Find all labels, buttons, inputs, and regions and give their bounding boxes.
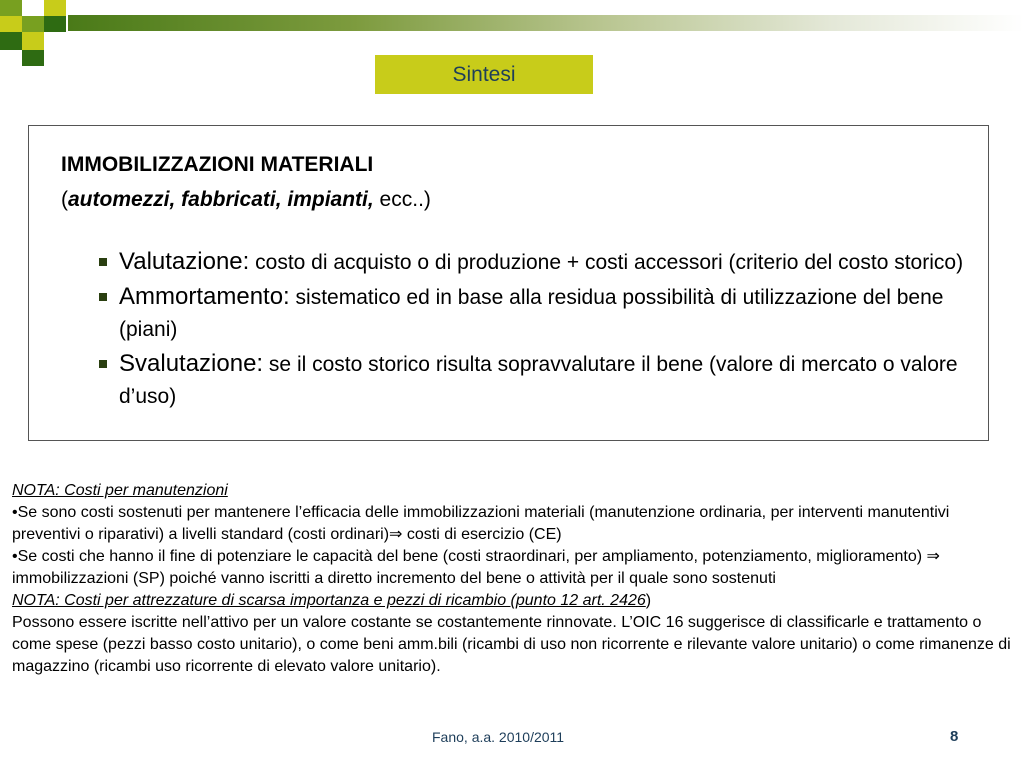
note-heading-line — [12, 590, 1012, 612]
note-paragraph: •Se costi che hanno il fine di potenziare le capacità del bene (costi straordinari, per ampliamento, potenziamento, miglioramento) ⇒ immobilizzazioni (SP) poiché vanno iscritti a diretto incremento del bene o attività per il quale sono sostenuti — [12, 548, 940, 587]
footer-text: Fano, a.a. 2010/2011 — [432, 729, 565, 745]
bullet-list — [99, 246, 989, 415]
deco-square — [0, 0, 22, 16]
deco-square — [22, 50, 44, 66]
deco-square — [0, 16, 22, 32]
note-paragraph: •Se sono costi sostenuti per mantenere l’efficacia delle immobilizzazioni materiali (manutenzione ordinaria, per interventi manutentivi preventivi o riparativi) a livelli standard (costi ordinari)⇒ costi di esercizio (CE) — [12, 504, 950, 543]
deco-square — [22, 0, 44, 16]
deco-square — [0, 32, 22, 50]
note-heading: NOTA: Costi per attrezzature di scarsa importanza e pezzi di ricambio (punto 12 art. 2426 — [12, 592, 646, 609]
bullet-square-icon — [99, 258, 107, 266]
bullet-term: Svalutazione: — [119, 350, 264, 377]
deco-square — [44, 0, 66, 16]
deco-square — [22, 32, 44, 50]
bullet-text: costo di acquisto o di produzione + costi accessori (criterio del costo storico) — [249, 251, 964, 274]
bullet-text: se il costo storico risulta sopravvalutare il bene (valore di mercato o valore d’uso) — [119, 353, 958, 408]
bullet-term: Valutazione: — [119, 248, 250, 275]
notes-section — [12, 480, 1012, 678]
section-badge-label: Sintesi — [452, 62, 516, 86]
header-gradient-bar — [68, 15, 1024, 31]
bullet-text: sistematico ed in base alla residua possibilità di utilizzazione del bene (piani) — [119, 286, 944, 341]
content-subtitle — [61, 188, 431, 212]
list-item — [99, 348, 989, 413]
deco-square — [44, 16, 66, 32]
page-number: 8 — [950, 728, 959, 745]
note-paragraph: Possono essere iscritte nell’attivo per un valore costante se costantemente rinnovate. L’OIC 16 suggerisce di classificarle e trattamento o come spese (pezzi basso costo unitario), o come beni amm.bili (ricambi di uso non ricorrente e rilevante valore unitario) o come rimanenze di magazzino (ricambi uso ricorrente di elevato valore unitario). — [12, 614, 1011, 675]
list-item — [99, 281, 989, 346]
bullet-square-icon — [99, 293, 107, 301]
subtitle-italic: automezzi, fabbricati, impianti, — [68, 188, 374, 211]
deco-square — [22, 16, 44, 32]
note-heading: NOTA: Costi per manutenzioni — [12, 482, 228, 499]
subtitle-open: ( — [61, 188, 68, 211]
bullet-square-icon — [99, 360, 107, 368]
note-heading-close: ) — [645, 592, 652, 609]
bullet-term: Ammortamento: — [119, 283, 290, 310]
decorative-squares — [0, 0, 90, 70]
content-title: IMMOBILIZZAZIONI MATERIALI — [61, 153, 374, 176]
deco-square — [44, 32, 66, 50]
list-item — [99, 246, 989, 279]
subtitle-rest: ecc..) — [373, 188, 431, 211]
content-box — [28, 125, 989, 441]
section-badge — [375, 55, 593, 94]
